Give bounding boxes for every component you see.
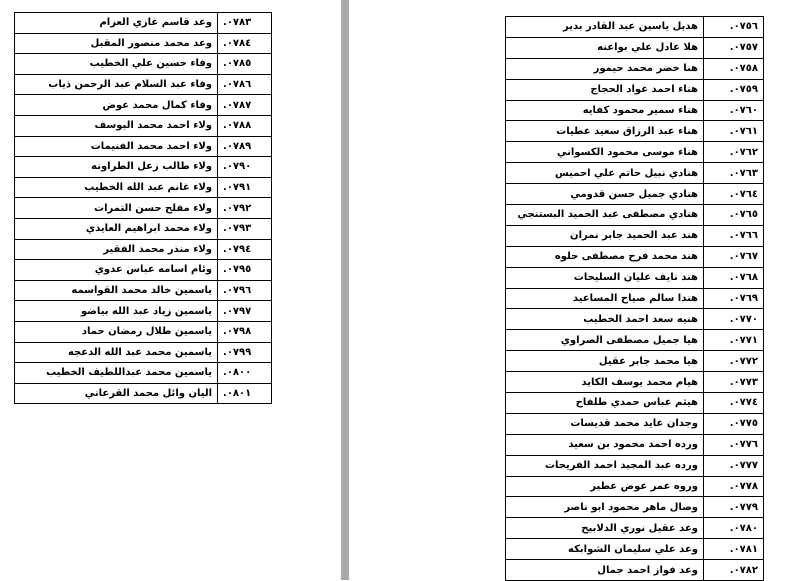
person-name-cell: ياسمين محمد عبد الله الدعجه (15, 342, 218, 363)
table-row (506, 560, 764, 581)
row-number-cell: ٠٧٥٩. (704, 79, 764, 100)
row-number-cell: ٠٧٦١. (704, 121, 764, 142)
table-row (506, 434, 764, 455)
table-row (506, 246, 764, 267)
row-number-cell: ٠٧٩٥. (218, 260, 272, 281)
row-number-cell: ٠٧٦٣. (704, 163, 764, 184)
left-names-table (14, 12, 272, 404)
table-row (506, 142, 764, 163)
row-number-cell: ٠٧٦٠. (704, 100, 764, 121)
table-row (506, 476, 764, 497)
left-page (0, 0, 341, 580)
person-name-cell: ياسمين زياد عبد الله بياضو (15, 301, 218, 322)
row-number-cell: ٠٧٧٨. (704, 476, 764, 497)
table-row (506, 413, 764, 434)
person-name-cell: هند نايف عليان السليحات (506, 267, 704, 288)
table-row (15, 198, 272, 219)
table-row (15, 321, 272, 342)
table-row (506, 184, 764, 205)
left-names-table-body (15, 13, 272, 404)
person-name-cell: وفاء كمال محمد عوض (15, 95, 218, 116)
person-name-cell: ولاء احمد محمد الفنيمات (15, 136, 218, 157)
row-number-cell: ٠٧٩١. (218, 177, 272, 198)
person-name-cell: وعد عقيل نوري الدلابيح (506, 518, 704, 539)
table-row (506, 79, 764, 100)
person-name-cell: هناء احمد عواد الحجاج (506, 79, 704, 100)
person-name-cell: ولاء احمد محمد اليوسف (15, 115, 218, 136)
table-row (506, 100, 764, 121)
person-name-cell: وعد فواز احمد جمال (506, 560, 704, 581)
row-number-cell: ٠٧٧١. (704, 330, 764, 351)
table-row (506, 205, 764, 226)
person-name-cell: اليان وائل محمد القرعاني (15, 383, 218, 404)
table-row (506, 58, 764, 79)
person-name-cell: وروه عمر عوض عطير (506, 476, 704, 497)
table-row (15, 342, 272, 363)
row-number-cell: ٠٧٧٩. (704, 497, 764, 518)
person-name-cell: هناء موسى محمود الكسواني (506, 142, 704, 163)
person-name-cell: ولاء مفلح حسن التمرات (15, 198, 218, 219)
row-number-cell: ٠٧٥٦. (704, 17, 764, 38)
row-number-cell: ٠٧٨٣. (218, 13, 272, 34)
person-name-cell: وجدان عايد محمد قديسات (506, 413, 704, 434)
table-row (506, 518, 764, 539)
row-number-cell: ٠٧٧٣. (704, 372, 764, 393)
row-number-cell: ٠٧٨٠. (704, 518, 764, 539)
page-gutter (341, 0, 349, 580)
table-row (506, 121, 764, 142)
person-name-cell: وعد علي سليمان الشوابكه (506, 539, 704, 560)
person-name-cell: هلا عادل علي بواعنه (506, 37, 704, 58)
person-name-cell: هديل ياسين عبد القادر بدير (506, 17, 704, 38)
table-row (15, 301, 272, 322)
table-row (506, 309, 764, 330)
person-name-cell: وفاء حسين علي الخطيب (15, 54, 218, 75)
table-row (506, 455, 764, 476)
row-number-cell: ٠٧٦٦. (704, 225, 764, 246)
table-row (15, 239, 272, 260)
table-row (506, 267, 764, 288)
row-number-cell: ٠٧٦٤. (704, 184, 764, 205)
table-row (15, 363, 272, 384)
table-row (15, 280, 272, 301)
row-number-cell: ٠٧٩٤. (218, 239, 272, 260)
table-row (506, 539, 764, 560)
person-name-cell: ولاء غانم عبد الله الخطيب (15, 177, 218, 198)
row-number-cell: ٠٧٨٧. (218, 95, 272, 116)
row-number-cell: ٠٧٦٧. (704, 246, 764, 267)
person-name-cell: هندا سالم صياح المساعيد (506, 288, 704, 309)
person-name-cell: هناء عبد الرزاق سعيد عطيات (506, 121, 704, 142)
row-number-cell: ٠٨٠١. (218, 383, 272, 404)
person-name-cell: وعد قاسم غازي العزام (15, 13, 218, 34)
table-row (15, 177, 272, 198)
right-page (349, 0, 789, 580)
row-number-cell: ٠٧٧٠. (704, 309, 764, 330)
person-name-cell: هنا خضر محمد حيمور (506, 58, 704, 79)
row-number-cell: ٠٧٩٢. (218, 198, 272, 219)
row-number-cell: ٠٧٧٦. (704, 434, 764, 455)
table-row (15, 74, 272, 95)
person-name-cell: هيا جميل مصطفى الصراوي (506, 330, 704, 351)
table-row (506, 288, 764, 309)
row-number-cell: ٠٧٦٥. (704, 205, 764, 226)
person-name-cell: ورده احمد محمود بن سعيد (506, 434, 704, 455)
person-name-cell: ولاء محمد ابراهيم العايدي (15, 218, 218, 239)
row-number-cell: ٠٧٨٦. (218, 74, 272, 95)
person-name-cell: هنادي جميل حسن قدومي (506, 184, 704, 205)
row-number-cell: ٠٧٧٧. (704, 455, 764, 476)
person-name-cell: ياسمين طلال رمضان حماد (15, 321, 218, 342)
table-row (15, 260, 272, 281)
row-number-cell: ٠٧٨٤. (218, 33, 272, 54)
table-row (15, 383, 272, 404)
person-name-cell: وفاء عبد السلام عبد الرحمن ذياب (15, 74, 218, 95)
person-name-cell: هيام محمد يوسف الكايد (506, 372, 704, 393)
table-row (506, 163, 764, 184)
row-number-cell: ٠٧٩٨. (218, 321, 272, 342)
person-name-cell: هناء سمير محمود كفايه (506, 100, 704, 121)
person-name-cell: وصال ماهر محمود ابو ناصر (506, 497, 704, 518)
person-name-cell: هيثم عباس حمدي طلفاح (506, 393, 704, 414)
row-number-cell: ٠٧٨٨. (218, 115, 272, 136)
row-number-cell: ٠٧٨٩. (218, 136, 272, 157)
table-row (506, 372, 764, 393)
row-number-cell: ٠٧٩٧. (218, 301, 272, 322)
row-number-cell: ٠٨٠٠. (218, 363, 272, 384)
table-row (506, 351, 764, 372)
person-name-cell: هيا محمد جابر عقيل (506, 351, 704, 372)
table-row (15, 33, 272, 54)
row-number-cell: ٠٧٩٩. (218, 342, 272, 363)
row-number-cell: ٠٧٦٨. (704, 267, 764, 288)
table-row (506, 497, 764, 518)
person-name-cell: ورده عبد المجيد احمد الفريحات (506, 455, 704, 476)
person-name-cell: هنيه سعد احمد الخطيب (506, 309, 704, 330)
table-row (15, 95, 272, 116)
person-name-cell: ياسمين محمد عبداللطيف الخطيب (15, 363, 218, 384)
table-row (15, 54, 272, 75)
right-names-table-body (506, 17, 764, 581)
table-row (506, 330, 764, 351)
row-number-cell: ٠٧٧٢. (704, 351, 764, 372)
row-number-cell: ٠٧٨٢. (704, 560, 764, 581)
person-name-cell: ياسمين خالد محمد القواسمه (15, 280, 218, 301)
table-row (506, 17, 764, 38)
right-names-table (505, 16, 764, 581)
row-number-cell: ٠٧٦٩. (704, 288, 764, 309)
person-name-cell: هند محمد فرح مصطفى حلوه (506, 246, 704, 267)
table-row (15, 115, 272, 136)
row-number-cell: ٠٧٧٥. (704, 413, 764, 434)
row-number-cell: ٠٧٥٨. (704, 58, 764, 79)
row-number-cell: ٠٧٧٤. (704, 393, 764, 414)
person-name-cell: ولاء طالب زعل الطراونه (15, 157, 218, 178)
table-row (15, 157, 272, 178)
table-row (15, 218, 272, 239)
person-name-cell: وئام اسامه عباس عدوي (15, 260, 218, 281)
row-number-cell: ٠٧٩٦. (218, 280, 272, 301)
row-number-cell: ٠٧٩٣. (218, 218, 272, 239)
row-number-cell: ٠٧٩٠. (218, 157, 272, 178)
table-row (15, 13, 272, 34)
row-number-cell: ٠٧٥٧. (704, 37, 764, 58)
table-row (15, 136, 272, 157)
table-row (506, 37, 764, 58)
person-name-cell: ولاء منذر محمد الفقير (15, 239, 218, 260)
row-number-cell: ٠٧٨١. (704, 539, 764, 560)
person-name-cell: وعد محمد منصور المقبل (15, 33, 218, 54)
person-name-cell: هنادي مصطفى عبد الحميد البستنجي (506, 205, 704, 226)
table-row (506, 225, 764, 246)
person-name-cell: هنادي نبيل حاتم علي احميس (506, 163, 704, 184)
row-number-cell: ٠٧٨٥. (218, 54, 272, 75)
person-name-cell: هند عبد الحميد جابر نمران (506, 225, 704, 246)
table-row (506, 393, 764, 414)
row-number-cell: ٠٧٦٢. (704, 142, 764, 163)
